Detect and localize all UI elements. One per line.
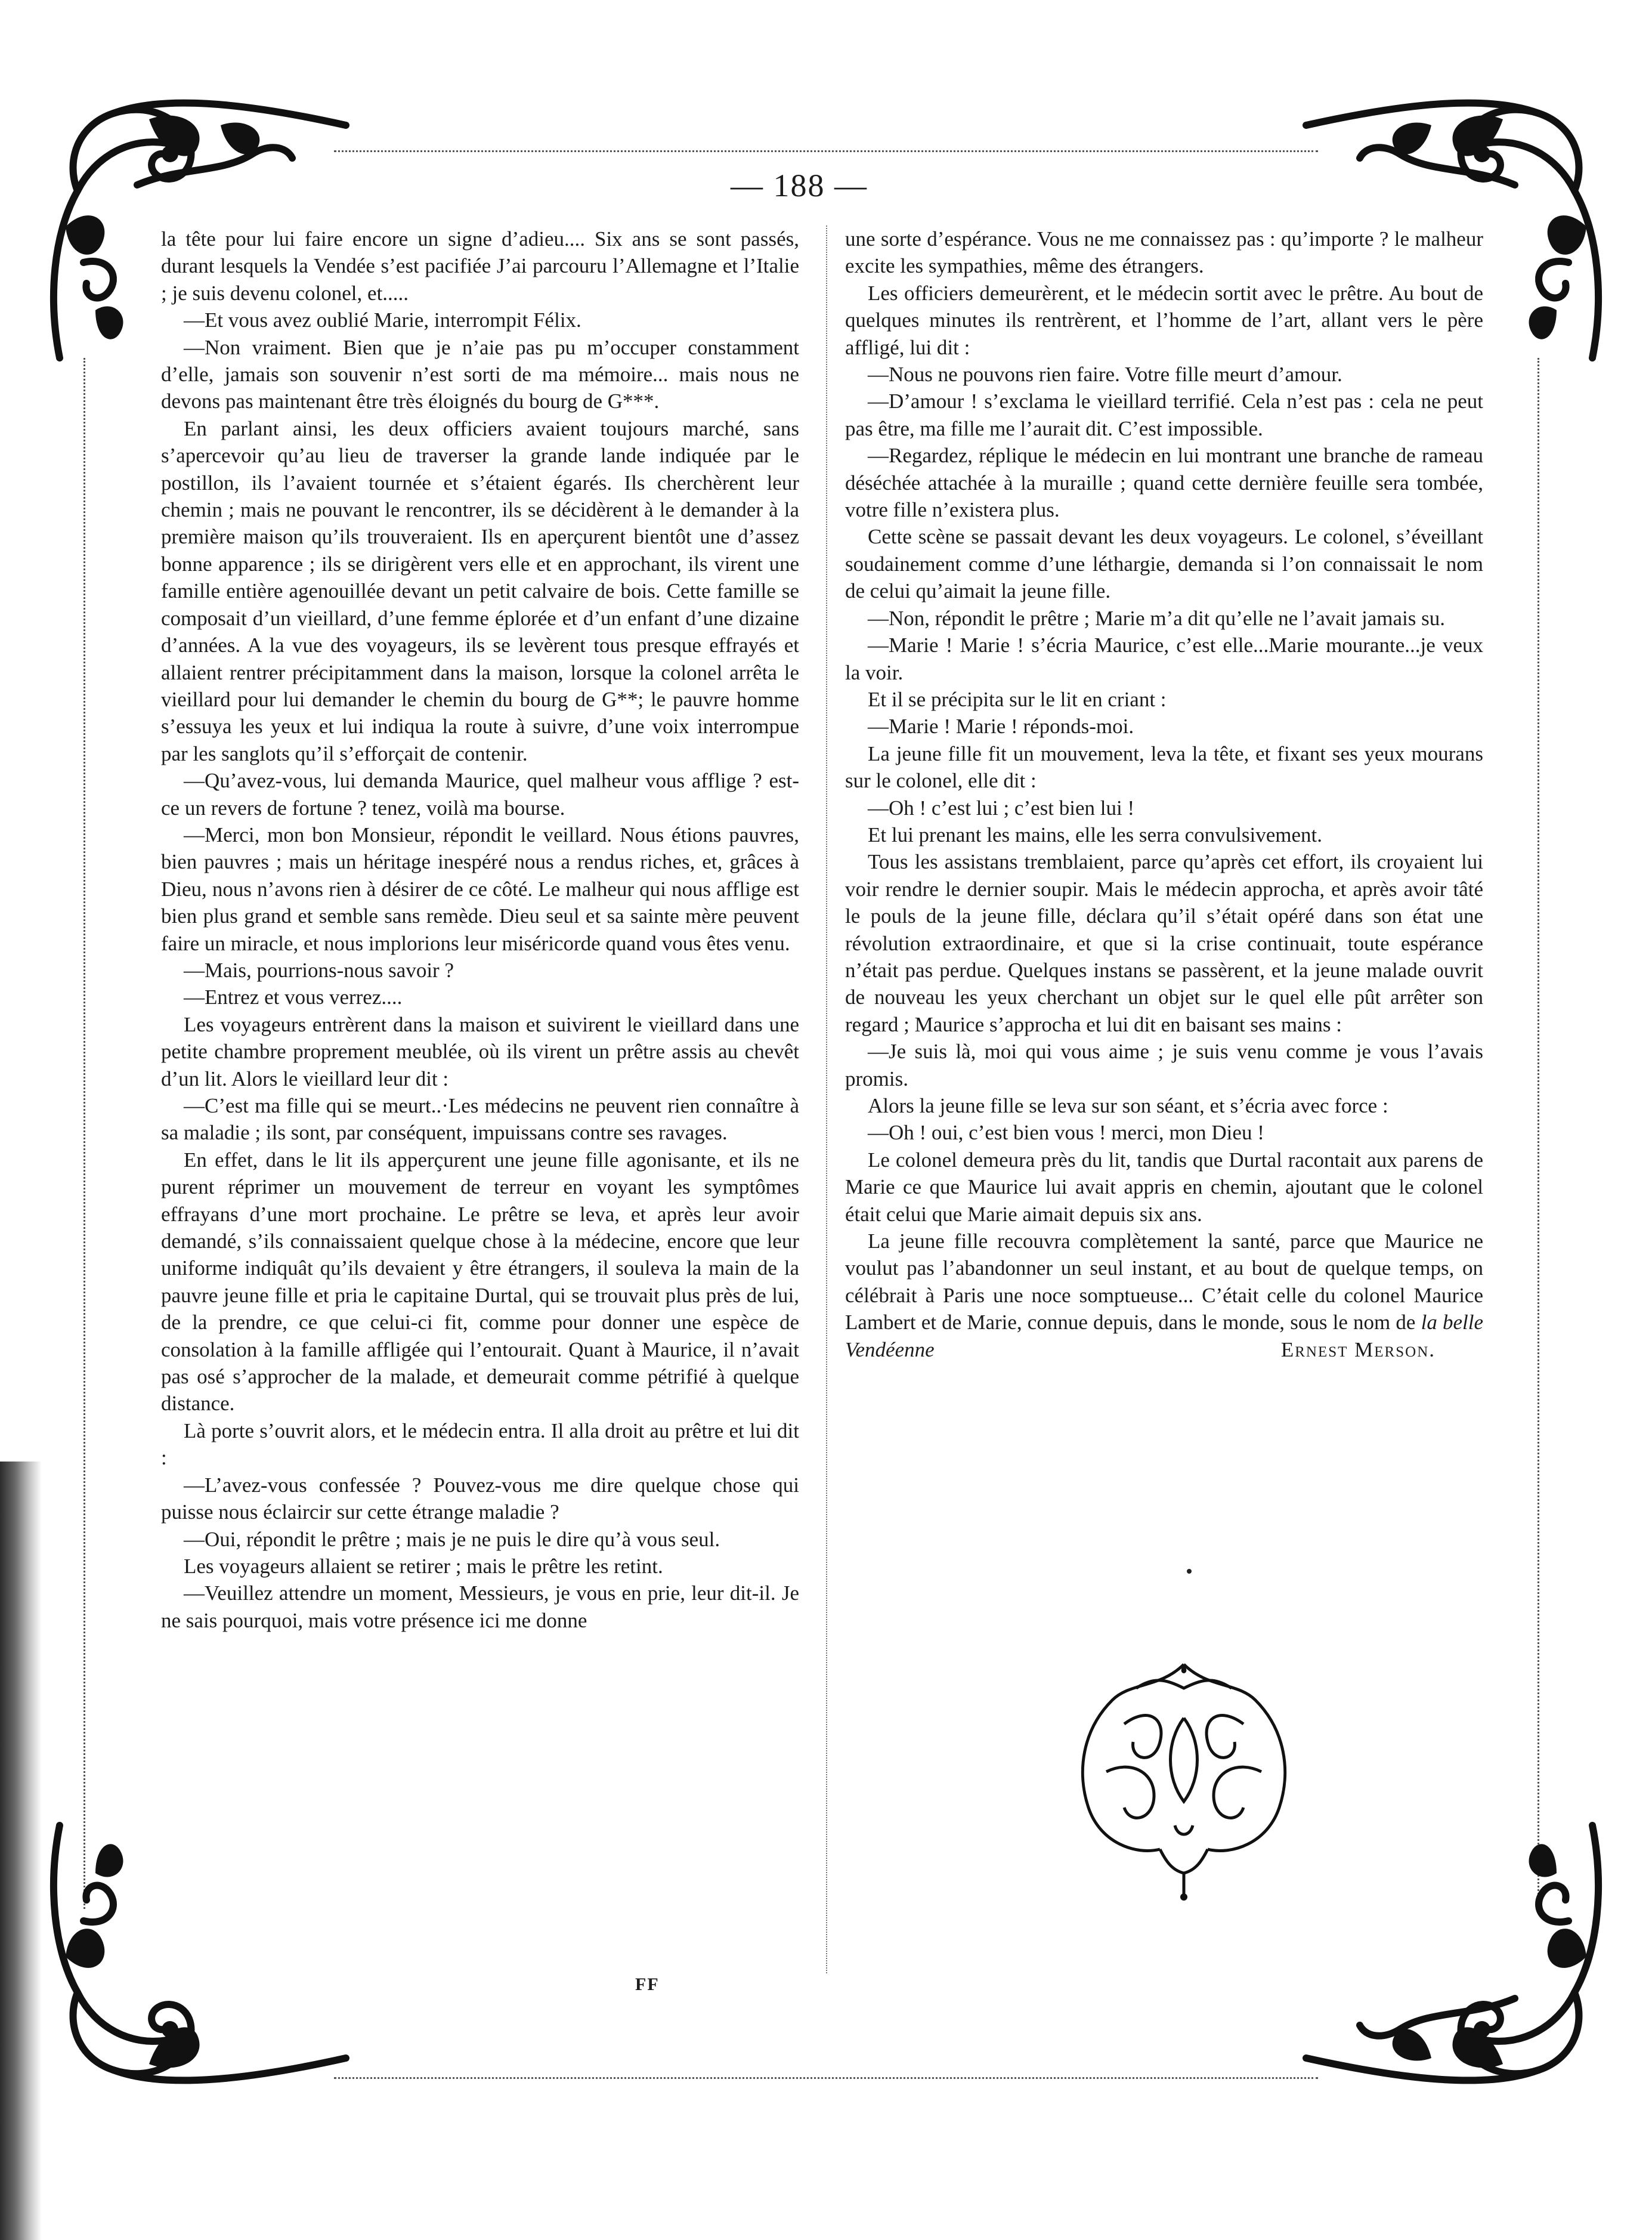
paragraph: La jeune fille fit un mouvement, leva la tête, et fixant ses yeux mourans sur le colonel, elle dit : bbox=[845, 741, 1483, 793]
left-text-column bbox=[161, 225, 799, 1634]
paragraph: —L’avez-vous confessée ? Pouvez-vous me dire quelque chose qui puisse nous éclaircir sur cette étrange maladie ? bbox=[161, 1473, 799, 1524]
paragraph: —Et vous avez oublié Marie, interrompit Félix. bbox=[184, 308, 581, 332]
corner-ornament-bottom-left bbox=[42, 1819, 352, 2100]
paragraph: La jeune fille recouvra complètement la santé, parce que Maurice ne voulut pas l’abandonner un seul instant, et au bout de quelque temps, on célébrait à Paris une noce somptueuse... C’était celle du colonel Maurice Lambert et de Marie, connue depuis, dans le monde, sous le nom de la belle Vendéenne bbox=[845, 1229, 1484, 1361]
paragraph: —Non, répondit le prêtre ; Marie m’a dit qu’elle ne l’avait jamais su. bbox=[868, 606, 1446, 630]
right-column-paragraphs bbox=[845, 225, 1483, 1363]
border-rule-left bbox=[83, 358, 85, 1909]
paragraph: —Qu’avez-vous, lui demanda Maurice, quel malheur vous afflige ? est-ce un revers de fortune ? tenez, voilà ma bourse. bbox=[161, 769, 799, 820]
paragraph: —D’amour ! s’exclama le vieillard terrifié. Cela n’est pas : cela ne peut pas être, ma fille me l’aurait dit. C’est impossible. bbox=[845, 390, 1483, 440]
corner-ornament-bottom-right bbox=[1300, 1819, 1610, 2100]
paragraph: Les officiers demeurèrent, et le médecin sortit avec le prêtre. Au bout de quelques minutes ils rentrèrent, et l’homme de l’art, allant vers le père affligé, lui dit : bbox=[845, 281, 1483, 359]
paragraph: Cette scène se passait devant les deux voyageurs. Le colonel, s’éveillant soudainement comme d’une léthargie, demanda si l’on connaissait le nom de celui qu’aimait la jeune fille. bbox=[845, 525, 1483, 603]
paragraph: Et lui prenant les mains, elle les serra convulsivement. bbox=[868, 823, 1323, 846]
paragraph: —Merci, mon bon Monsieur, répondit le veillard. Nous étions pauvres, bien pauvres ; mais un héritage inespéré nous a rendus riches, et, grâces à Dieu, nous n’avons rien à désirer de ce côté. Le malheur qui nous afflige est bien plus grand et semble sans remède. Dieu seul et sa sainte mère peuvent faire un miracle, et nous implorions leur miséricorde quand vous êtes venu. bbox=[161, 823, 799, 955]
paragraph: —C’est ma fille qui se meurt..·Les médecins ne peuvent rien connaître à sa maladie ; ils sont, par conséquent, impuissans contre ses ravages. bbox=[161, 1094, 799, 1145]
paragraph: —Regardez, réplique le médecin en lui montrant une branche de rameau déséchée attachée à la muraille ; quand cette dernière feuille sera tombée, votre fille n’existera plus. bbox=[845, 444, 1483, 522]
paragraph: En parlant ainsi, les deux officiers avaient toujours marché, sans s’apercevoir qu’au lieu de traverser la grande lande indiquée par le postillon, ils l’avaient tournée et s’étaient égarés. Ils cherchèrent leur chemin ; mais ne pouvant le rencontrer, ils se décidèrent à le demander à la première maison qu’ils trouveraient. Ils en aperçurent bientôt une d’assez bonne apparence ; ils se dirigèrent vers elle et en approchant, ils virent une famille entière agenouillée devant un petit calvaire de bois. Cette famille se composait d’un vieillard, d’une femme éplorée et d’un enfant d’une dizaine d’années. A la vue des voyageurs, ils se levèrent tous presque effrayés et allaient rentrer précipitamment dans la maison, lorsque la colonel arrêta le vieillard pour lui demander le chemin du bourg de G**; le pauvre homme s’essuya les yeux et lui indiqua la route à suivre, d’une voix interrompue par les sanglots qu’il s’efforçait de contenir. bbox=[161, 416, 799, 765]
paragraph: —Marie ! Marie ! réponds-moi. bbox=[868, 715, 1134, 739]
border-rule-bottom bbox=[334, 2077, 1318, 2079]
paragraph: Les voyageurs allaient se retirer ; mais le prêtre les retint. bbox=[184, 1554, 663, 1578]
paragraph: Et il se précipita sur le lit en criant : bbox=[868, 687, 1167, 711]
paragraph: —Oh ! c’est lui ; c’est bien lui ! bbox=[868, 796, 1135, 820]
author-signature: Ernest Merson. bbox=[1280, 1337, 1436, 1361]
paragraph: —Mais, pourrions-nous savoir ? bbox=[184, 958, 454, 982]
closing-italic-phrase: la belle Vendéenne bbox=[845, 1311, 1484, 1361]
paragraph: En effet, dans le lit ils apperçurent une jeune fille agonisante, et ils ne purent réprimer un mouvement de terreur en voyant les symptômes effrayans d’une mort prochaine. Le prêtre se leva, et après leur avoir demandé, s’ils connaissaient quelque chose à la médecine, encore que leur uniforme indiquât qu’ils devaient y être étrangers, il souleva la main de la pauvre jeune fille et pria le capitaine Durtal, qui se trouvait plus près de lui, de la prendre, ce que celui-ci fit, comme pour donner une espèce de consolation à la famille affligée qui l’entourait. Quant à Maurice, il n’avait pas osé s’approcher de la malade, et demeurait comme pétrifié à quelque distance. bbox=[161, 1148, 799, 1416]
paragraph: —Marie ! Marie ! s’écria Maurice, c’est elle...Marie mourante...je veux la voir. bbox=[845, 634, 1483, 684]
page-number: — 188 — bbox=[731, 168, 868, 203]
paragraph: Le colonel demeura près du lit, tandis que Durtal racontait aux parens de Marie ce que Maurice lui avait appris en chemin, ajoutant que le colonel était celui que Marie aimait depuis six ans. bbox=[845, 1148, 1483, 1226]
paragraph: —Entrez et vous verrez.... bbox=[184, 985, 403, 1009]
paragraph: —Oh ! oui, c’est bien vous ! merci, mon Dieu ! bbox=[868, 1121, 1264, 1145]
page-edge-shadow bbox=[0, 1462, 42, 2240]
paragraph: —Veuillez attendre un moment, Messieurs, je vous en prie, leur dit-il. Je ne sais pourquoi, mais votre présence ici me donne bbox=[161, 1581, 799, 1632]
paragraph: —Nous ne pouvons rien faire. Votre fille meurt d’amour. bbox=[868, 363, 1342, 387]
paragraph: Alors la jeune fille se leva sur son séant, et s’écria avec force : bbox=[868, 1094, 1388, 1117]
column-divider bbox=[826, 225, 827, 1973]
border-rule-right bbox=[1537, 358, 1539, 1909]
paragraph: Tous les assistans tremblaient, parce qu’après cet effort, ils croyaient lui voir rendre le dernier soupir. Mais le médecin approcha, et après avoir tâté le pouls de la jeune fille, déclara qu’il s’était opéré dans son état une révolution extraordinaire, et que si la crise continuait, toute espérance n’était pas perdue. Quelques instans se passèrent, et la jeune malade ouvrit de nouveau les yeux cherchant un objet sur le quel elle pût arrêter son regard ; Maurice s’approcha et lui dit en baisant ses mains : bbox=[845, 850, 1483, 1036]
right-text-column bbox=[845, 225, 1483, 1363]
paragraph: Les voyageurs entrèrent dans la maison et suivirent le vieillard dans une petite chambre proprement meublée, où ils virent un prêtre assis au chevêt d’un lit. Alors le vieillard leur dit : bbox=[161, 1012, 799, 1090]
shell-ornament bbox=[1065, 1652, 1303, 1906]
paragraph-continued: une sorte d’espérance. Vous ne me connaissez pas : qu’importe ? le malheur excite les sympathies, même des étrangers. bbox=[845, 227, 1483, 278]
paragraph: —Je suis là, moi qui vous aime ; je suis venu comme je vous l’avais promis. bbox=[845, 1040, 1483, 1090]
ink-dot bbox=[1187, 1569, 1192, 1574]
paragraph: Là porte s’ouvrit alors, et le médecin entra. Il alla droit au prêtre et lui dit : bbox=[161, 1419, 799, 1470]
paragraph: —Oui, répondit le prêtre ; mais je ne puis le dire qu’à vous seul. bbox=[184, 1527, 720, 1551]
paragraph: —Non vraiment. Bien que je n’aie pas pu m’occuper constamment d’elle, jamais son souvenir n’est sorti de ma mémoire... mais nous ne devons pas maintenant être très éloignés du bourg de G***. bbox=[161, 335, 799, 413]
border-rule-top bbox=[334, 150, 1318, 152]
signature-mark: FF bbox=[635, 1975, 660, 1994]
paragraph-continued: la tête pour lui faire encore un signe d’adieu.... Six ans se sont passés, durant lesquels la Vendée s’est pacifiée J’ai parcouru l’Allemagne et l’Italie ; je suis devenu colonel, et..... bbox=[161, 227, 799, 305]
